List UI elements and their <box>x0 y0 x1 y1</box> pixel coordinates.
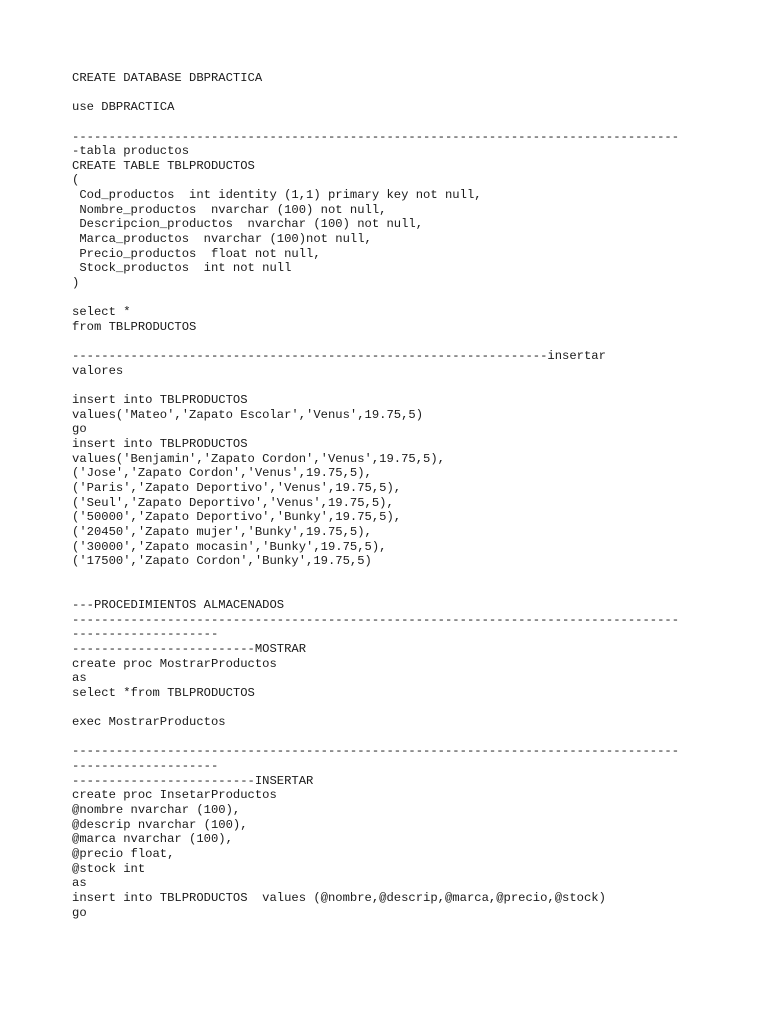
code-line: values('Benjamin','Zapato Cordon','Venus',19.75,5), <box>72 451 445 466</box>
code-line: ---PROCEDIMIENTOS ALMACENADOS <box>72 598 285 613</box>
code-line: values('Mateo','Zapato Escolar','Venus',19.75,5) <box>72 407 424 422</box>
code-line: ('Jose','Zapato Cordon','Venus',19.75,5), <box>72 466 372 481</box>
code-line: Stock_productos int not null <box>72 261 292 276</box>
code-line: create proc MostrarProductos <box>72 656 277 671</box>
code-line: @descrip nvarchar (100), <box>72 817 248 832</box>
code-line: Cod_productos int identity (1,1) primary key not null, <box>72 188 482 203</box>
code-line: insert into TBLPRODUCTOS <box>72 437 248 452</box>
code-line: -----------------------------------------------------------------insertar <box>72 349 606 364</box>
code-line: select *from TBLPRODUCTOS <box>72 685 255 700</box>
code-line: ('30000','Zapato mocasin','Bunky',19.75,5), <box>72 539 387 554</box>
code-line <box>72 569 752 584</box>
code-line: exec MostrarProductos <box>72 715 226 730</box>
code-line: go <box>72 905 87 920</box>
code-line: ( <box>72 173 80 188</box>
code-line <box>72 115 752 130</box>
sql-code-block <box>72 71 752 920</box>
code-line: -------------------- <box>72 759 219 774</box>
code-line: -------------------------INSERTAR <box>72 773 314 788</box>
code-line <box>72 583 752 598</box>
code-line: ('Seul','Zapato Deportivo','Venus',19.75,5), <box>72 495 394 510</box>
code-line: go <box>72 422 87 437</box>
code-line: @stock int <box>72 861 146 876</box>
code-line <box>72 701 752 716</box>
code-line: ('17500','Zapato Cordon','Bunky',19.75,5) <box>72 554 372 569</box>
code-line: @precio float, <box>72 846 175 861</box>
code-line: use DBPRACTICA <box>72 100 175 115</box>
code-line: insert into TBLPRODUCTOS values (@nombre,@descrip,@marca,@precio,@stock) <box>72 890 606 905</box>
code-line: ----------------------------------------------------------------------------------- <box>72 612 680 627</box>
code-line: ----------------------------------------------------------------------------------- <box>72 129 680 144</box>
code-line <box>72 378 752 393</box>
code-line: CREATE TABLE TBLPRODUCTOS <box>72 158 255 173</box>
code-line: as <box>72 671 87 686</box>
code-line <box>72 86 752 101</box>
code-line: ('20450','Zapato mujer','Bunky',19.75,5), <box>72 524 372 539</box>
code-line: Precio_productos float not null, <box>72 246 321 261</box>
code-line: ----------------------------------------------------------------------------------- <box>72 744 680 759</box>
code-line: @nombre nvarchar (100), <box>72 803 241 818</box>
code-line <box>72 730 752 745</box>
code-line: insert into TBLPRODUCTOS <box>72 393 248 408</box>
code-line: create proc InsetarProductos <box>72 788 277 803</box>
code-line: valores <box>72 363 124 378</box>
code-line: @marca nvarchar (100), <box>72 832 233 847</box>
code-line: ) <box>72 275 80 290</box>
code-line: select * <box>72 305 131 320</box>
code-line: -------------------- <box>72 627 219 642</box>
code-line: Nombre_productos nvarchar (100) not null, <box>72 202 387 217</box>
code-line: ('Paris','Zapato Deportivo','Venus',19.75,5), <box>72 480 402 495</box>
code-line: -------------------------MOSTRAR <box>72 641 307 656</box>
code-line: -tabla productos <box>72 144 190 159</box>
code-line: from TBLPRODUCTOS <box>72 319 197 334</box>
code-line: ('50000','Zapato Deportivo','Bunky',19.75,5), <box>72 510 402 525</box>
code-line: CREATE DATABASE DBPRACTICA <box>72 71 263 85</box>
code-line: as <box>72 876 87 891</box>
code-line <box>72 291 752 306</box>
code-line: Marca_productos nvarchar (100)not null, <box>72 232 372 247</box>
code-line <box>72 335 752 350</box>
code-line: Descripcion_productos nvarchar (100) not null, <box>72 217 424 232</box>
